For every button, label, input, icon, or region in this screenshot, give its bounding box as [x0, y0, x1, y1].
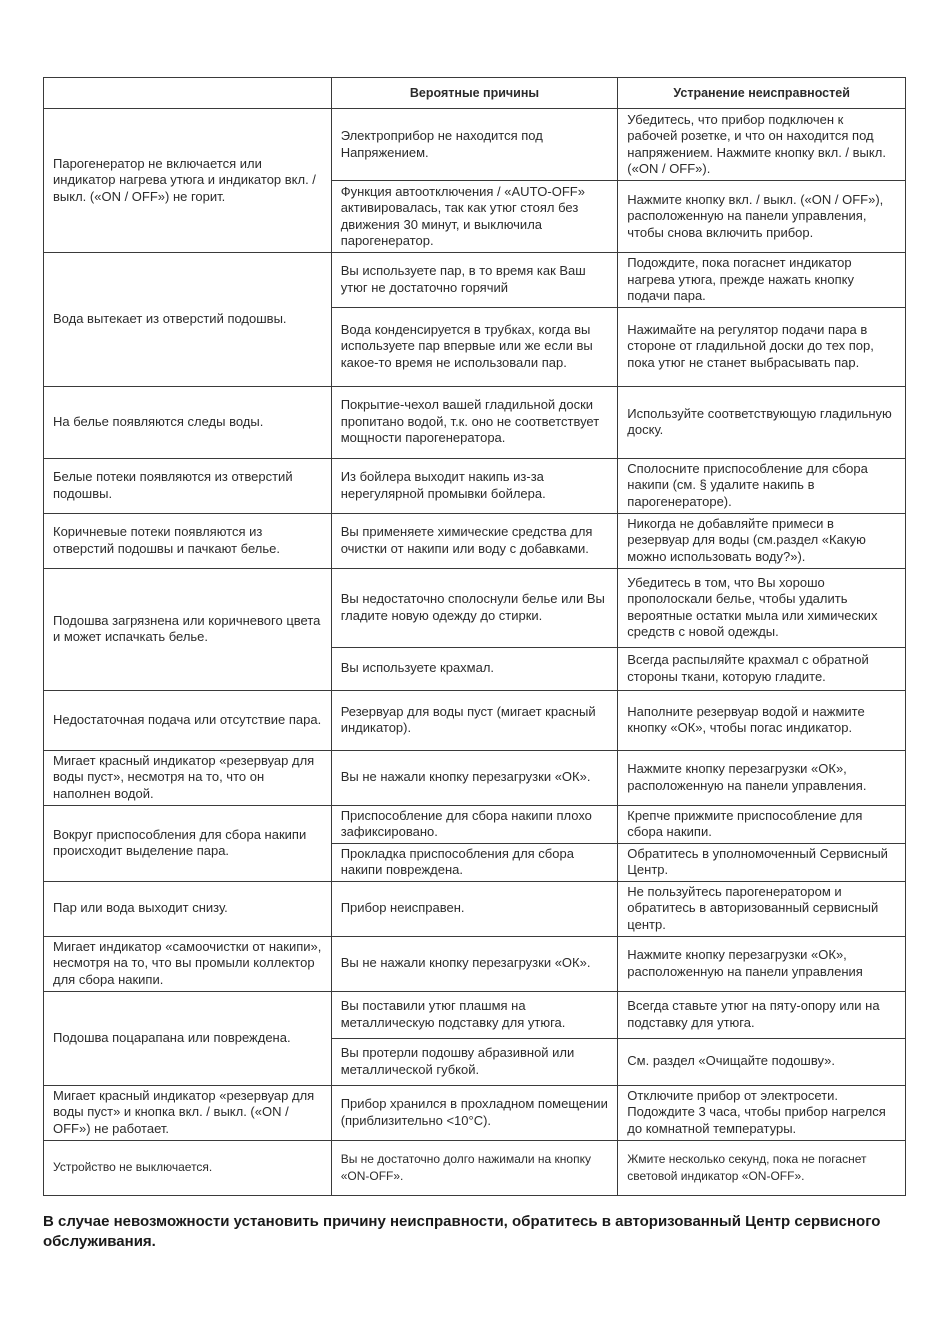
- header-causes: Вероятные причины: [331, 78, 618, 109]
- troubleshooting-table: [43, 77, 906, 1196]
- table-row: [44, 690, 906, 750]
- problem-cell: Мигает красный индикатор «резервуар для воды пуст» и кнопка вкл. / выкл. («ON / OFF») не работает.: [44, 1085, 332, 1140]
- footer-note: В случае невозможности установить причину неисправности, обратитесь в авторизованный Центр сервисного обслуживания.: [43, 1213, 881, 1250]
- problem-cell: Вокруг приспособления для сбора накипи происходит выделение пара.: [44, 805, 332, 881]
- cause-cell: Вы не достаточно долго нажимали на кнопку «ON-OFF».: [331, 1140, 618, 1195]
- problem-cell: Недостаточная подача или отсутствие пара.: [44, 690, 332, 750]
- solution-cell: Нажмите кнопку вкл. / выкл. («ON / OFF»), расположенную на панели управления, чтобы снова включить прибор.: [618, 181, 906, 253]
- problem-cell: Устройство не выключается.: [44, 1140, 332, 1195]
- solution-cell: Крепче прижмите приспособление для сбора накипи.: [618, 805, 906, 843]
- problem-cell: Коричневые потеки появляются из отверстий подошвы и пачкают белье.: [44, 513, 332, 568]
- solution-cell: Нажимайте на регулятор подачи пара в стороне от гладильной доски до тех пор, пока утюг не станет выбрасывать пар.: [618, 307, 906, 386]
- solution-cell: Не пользуйтесь парогенератором и обратитесь в авторизованный сервисный центр.: [618, 881, 906, 936]
- cause-cell: Прибор неисправен.: [331, 881, 618, 936]
- solution-cell: Никогда не добавляйте примеси в резервуар для воды (см.раздел «Какую можно использовать воду?»).: [618, 513, 906, 568]
- solution-cell: Обратитесь в уполномоченный Сервисный Центр.: [618, 843, 906, 881]
- cause-cell: Электроприбор не находится под Напряжением.: [331, 109, 618, 181]
- problem-cell: Вода вытекает из отверстий подошвы.: [44, 253, 332, 387]
- cause-cell: Вы применяете химические средства для очистки от накипи или воду с добавками.: [331, 513, 618, 568]
- solution-cell: Всегда распыляйте крахмал с обратной стороны ткани, которую гладите.: [618, 647, 906, 690]
- table-row: [44, 1085, 906, 1140]
- table-row: [44, 568, 906, 647]
- solution-cell: Жмите несколько секунд, пока не погаснет световой индикатор «ON-OFF».: [618, 1140, 906, 1195]
- table-row: [44, 805, 906, 843]
- cause-cell: Резервуар для воды пуст (мигает красный индикатор).: [331, 690, 618, 750]
- cause-cell: Вы не нажали кнопку перезагрузки «ОК».: [331, 936, 618, 991]
- table-row: [44, 253, 906, 308]
- cause-cell: Вы используете пар, в то время как Ваш утюг не достаточно горячий: [331, 253, 618, 308]
- table-row: [44, 750, 906, 805]
- solution-cell: Используйте соответствующую гладильную доску.: [618, 386, 906, 458]
- solution-cell: Подождите, пока погаснет индикатор нагрева утюга, прежде нажать кнопку подачи пара.: [618, 253, 906, 308]
- solution-cell: См. раздел «Очищайте подошву».: [618, 1038, 906, 1085]
- cause-cell: Приспособление для сбора накипи плохо зафиксировано.: [331, 805, 618, 843]
- table-header-row: [44, 78, 906, 109]
- header-problem: [44, 78, 332, 109]
- cause-cell: Прибор хранился в прохладном помещении (приблизительно <10°C).: [331, 1085, 618, 1140]
- solution-cell: Нажмите кнопку перезагрузки «ОК», расположенную на панели управления: [618, 936, 906, 991]
- problem-cell: Парогенератор не включается или индикатор нагрева утюга и индикатор вкл. / выкл. («ON / OFF») не горит.: [44, 109, 332, 253]
- cause-cell: Покрытие-чехол вашей гладильной доски пропитано водой, т.к. оно не соответствует мощности парогенератора.: [331, 386, 618, 458]
- cause-cell: Вода конденсируется в трубках, когда вы используете пар впервые или же если вы какое-то время не использовали пар.: [331, 307, 618, 386]
- cause-cell: Функция автоотключения / «AUTO-OFF» активировалась, так как утюг стоял без движения 30 минут, и выключила парогенератор.: [331, 181, 618, 253]
- solution-cell: Убедитесь в том, что Вы хорошо прополоскали белье, чтобы удалить вероятные остатки мыла или химических средств с новой одежды.: [618, 568, 906, 647]
- cause-cell: Вы недостаточно сполоснули белье или Вы гладите новую одежду до стирки.: [331, 568, 618, 647]
- table-row: [44, 513, 906, 568]
- problem-cell: На белье появляются следы воды.: [44, 386, 332, 458]
- table-row: [44, 458, 906, 513]
- problem-cell: Пар или вода выходит снизу.: [44, 881, 332, 936]
- table-row: [44, 109, 906, 181]
- problem-cell: Мигает красный индикатор «резервуар для воды пуст», несмотря на то, что он наполнен водой.: [44, 750, 332, 805]
- table-row: [44, 881, 906, 936]
- table-row: [44, 386, 906, 458]
- table-row: [44, 1140, 906, 1195]
- table-row: [44, 936, 906, 991]
- cause-cell: Вы не нажали кнопку перезагрузки «ОК».: [331, 750, 618, 805]
- table-row: [44, 991, 906, 1038]
- cause-cell: Вы поставили утюг плашмя на металлическую подставку для утюга.: [331, 991, 618, 1038]
- problem-cell: Белые потеки появляются из отверстий подошвы.: [44, 458, 332, 513]
- problem-cell: Подошва загрязнена или коричневого цвета и может испачкать белье.: [44, 568, 332, 690]
- solution-cell: Убедитесь, что прибор подключен к рабочей розетке, и что он находится под напряжением. Нажмите кнопку вкл. / выкл. («ON / OFF»).: [618, 109, 906, 181]
- problem-cell: Подошва поцарапана или повреждена.: [44, 991, 332, 1085]
- cause-cell: Из бойлера выходит накипь из-за нерегулярной промывки бойлера.: [331, 458, 618, 513]
- problem-cell: Мигает индикатор «самоочистки от накипи», несмотря на то, что вы промыли коллектор для сбора накипи.: [44, 936, 332, 991]
- solution-cell: Всегда ставьте утюг на пяту-опору или на подставку для утюга.: [618, 991, 906, 1038]
- solution-cell: Сполосните приспособление для сбора накипи (см. § удалите накипь в парогенераторе).: [618, 458, 906, 513]
- solution-cell: Наполните резервуар водой и нажмите кнопку «ОК», чтобы погас индикатор.: [618, 690, 906, 750]
- solution-cell: Отключите прибор от электросети. Подождите 3 часа, чтобы прибор нагрелся до комнатной температуры.: [618, 1085, 906, 1140]
- cause-cell: Вы протерли подошву абразивной или металлической губкой.: [331, 1038, 618, 1085]
- solution-cell: Нажмите кнопку перезагрузки «ОК», расположенную на панели управления.: [618, 750, 906, 805]
- cause-cell: Прокладка приспособления для сбора накипи повреждена.: [331, 843, 618, 881]
- header-solutions: Устранение неисправностей: [618, 78, 906, 109]
- cause-cell: Вы используете крахмал.: [331, 647, 618, 690]
